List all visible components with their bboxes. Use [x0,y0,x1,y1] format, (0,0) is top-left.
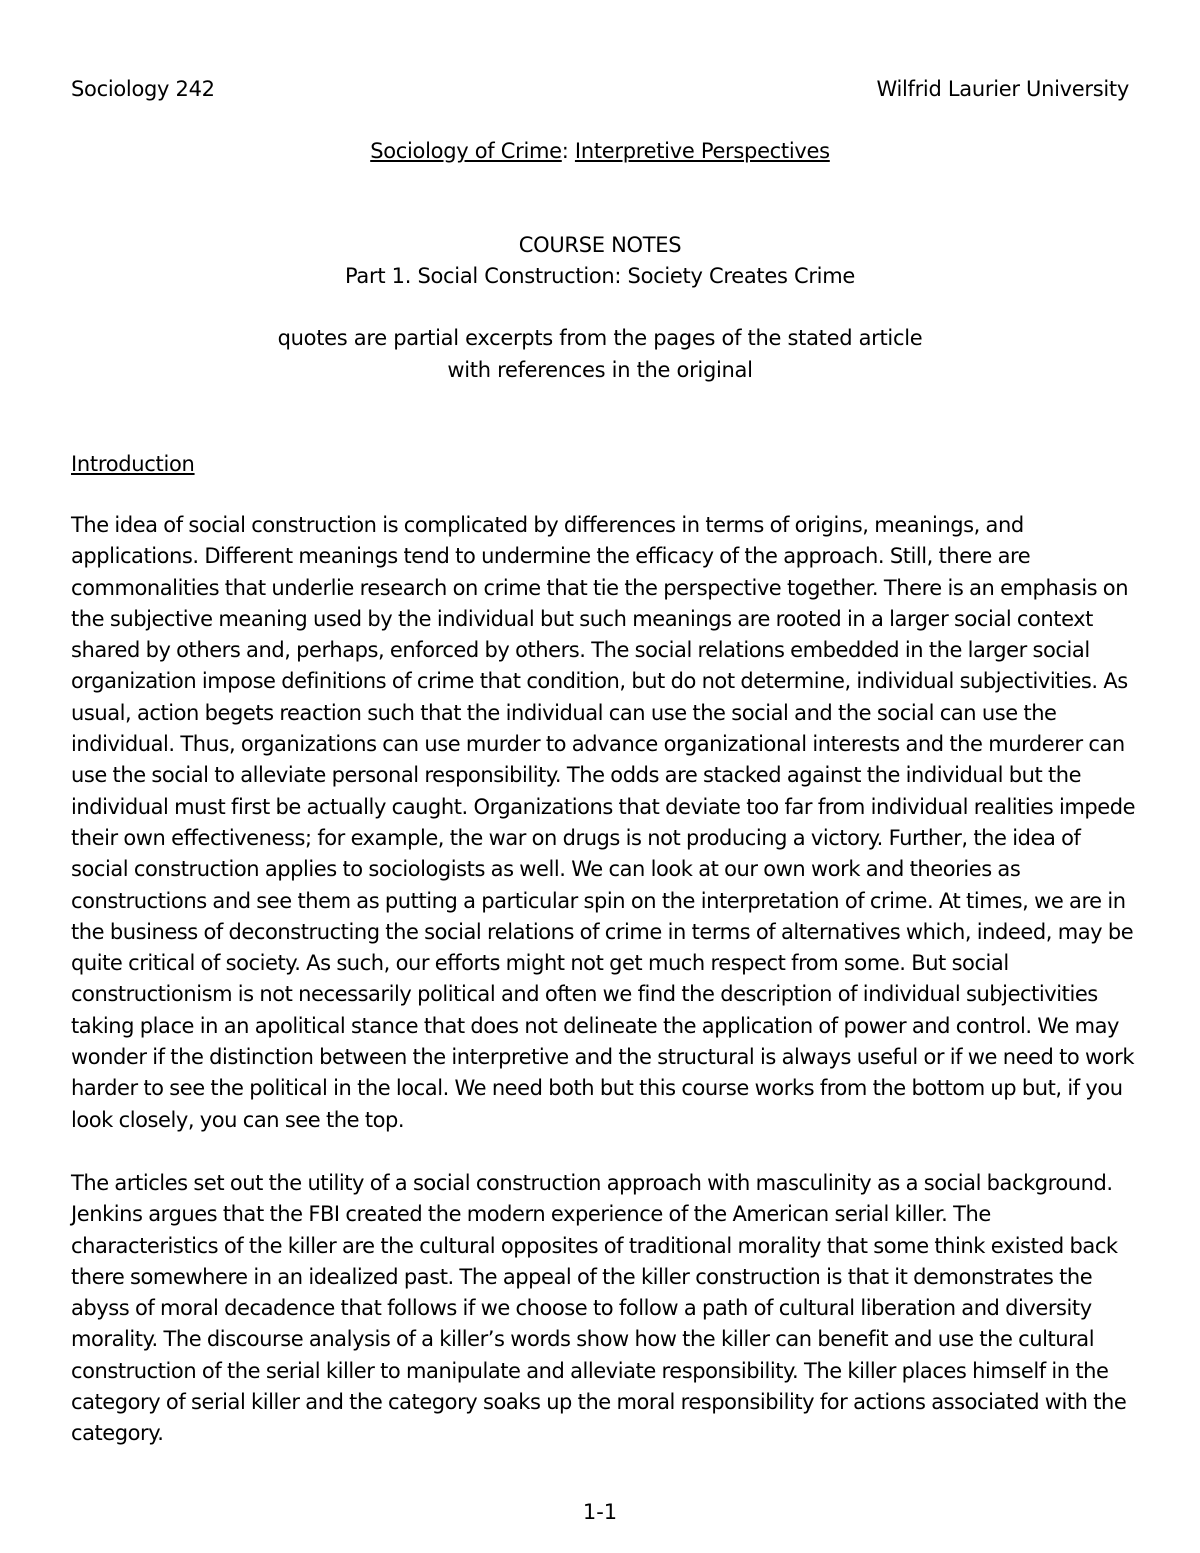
institution-name: Wilfrid Laurier University [876,77,1129,101]
body-paragraph-1: The idea of social construction is complicated by differences in terms of origins, meanings, and applications. Different meanings tend to undermine the efficacy of the approach. Still, there are commonalities that underlie research on crime that tie the perspective together. There is an emphasis on the subjective meaning used by the individual but such meanings are rooted in a larger social context shared by others and, perhaps, enforced by others. The social relations embedded in the larger social organization impose definitions of crime that condition, but do not determine, individual subjectivities. As usual, action begets reaction such that the individual can use the social and the social can use the individual. Thus, organizations can use murder to advance organizational interests and the murderer can use the social to alleviate personal responsibility. The odds are stacked against the individual but the individual must first be actually caught. Organizations that deviate too far from individual realities impede their own effectiveness; for example, the war on drugs is not producing a victory. Further, the idea of social construction applies to sociologists as well. We can look at our own work and theories as constructions and see them as putting a particular spin on the interpretation of crime. At times, we are in the business of deconstructing the social relations of crime in terms of alternatives which, indeed, may be quite critical of society. As such, our efforts might not get much respect from some. But social constructionism is not necessarily political and often we find the description of individual subjectivities taking place in an apolitical stance that does not delineate the application of power and control. We may wonder if the distinction between the interpretive and the structural is always useful or if we need to work harder to see the political in the local. We need both but this course works from the bottom up but, if you look closely, you can see the top. [71,513,1136,1132]
quote-note-line-1: quotes are partial excerpts from the pages of the stated article [277,326,923,350]
document-title [0,136,1200,166]
course-code: Sociology 242 [71,77,215,101]
quote-note-line-2: with references in the original [447,358,753,382]
section-heading: Introduction [71,452,195,476]
title-subtitle: Interpretive Perspectives [574,139,830,163]
title-separator: : [561,139,575,163]
page-number: 1-1 [582,1500,618,1524]
title-main: Sociology of Crime [370,139,562,163]
part-heading: Part 1. Social Construction: Society Creates Crime [345,264,855,288]
notes-heading: COURSE NOTES [518,233,682,257]
body-paragraph-2: The articles set out the utility of a social construction approach with masculinity as a social background. Jenkins argues that the FBI created the modern experience of the American serial killer. The characteristics of the killer are the cultural opposites of traditional morality that some think existed back there somewhere in an idealized past. The appeal of the killer construction is that it demonstrates the abyss of moral decadence that follows if we choose to follow a path of cultural liberation and diversity morality. The discourse analysis of a killer’s words show how the killer can benefit and use the cultural construction of the serial killer to manipulate and alleviate responsibility. The killer places himself in the category of serial killer and the category soaks up the moral responsibility for actions associated with the category. [71,1171,1127,1446]
